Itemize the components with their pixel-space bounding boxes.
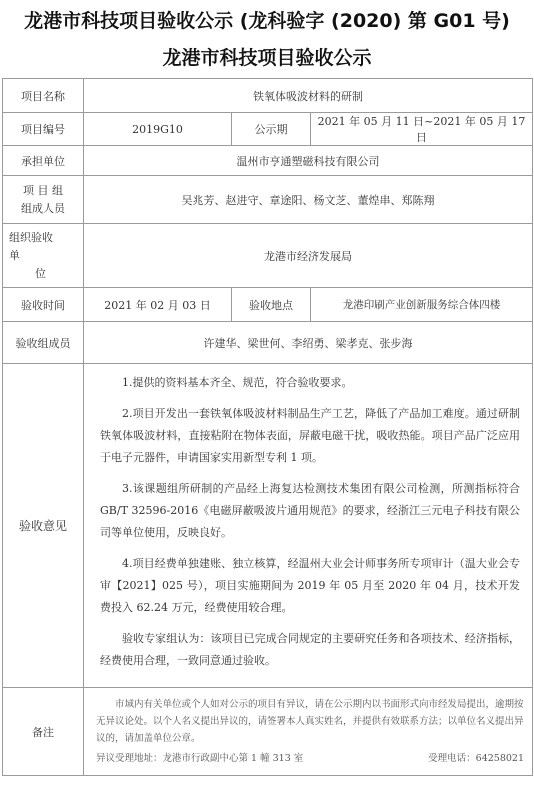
notice-title-line1: 龙港市科技项目验收公示 (龙科验字 (2020) 第 G01 号) — [24, 10, 510, 32]
opinion-paragraph-5: 验收专家组认为：该项目已完成合同规定的主要研究任务和各项技术、经济指标，经费使用合理，一致同意通过验收。 — [100, 632, 521, 667]
row-remark — [3, 688, 533, 776]
organizer-label-line3: 位 — [35, 266, 46, 280]
organizer-label-line2: 单 — [9, 248, 20, 262]
organizer-label-line1: 组织验收 — [9, 230, 53, 244]
panel-value: 许建华、梁世何、李绍勇、梁孝克、张步海 — [84, 322, 533, 364]
row-organizer — [3, 224, 533, 288]
project-no-value: 2019G10 — [84, 113, 232, 146]
opinion-paragraph-2: 2.项目开发出一套铁氧体吸波材料制品生产工艺，降低了产品加工难度。通过研制铁氧体吸波材料，直接粘附在物体表面，屏蔽电磁干扰，吸收热能。项目产品广泛应用于电子元器件，申请国家实用新型专利 1 项。 — [100, 407, 521, 464]
row-members — [3, 176, 533, 224]
members-label — [3, 176, 84, 224]
undertaker-label: 承担单位 — [3, 146, 84, 176]
remark-contact-line — [96, 749, 524, 769]
accept-time-value: 2021 年 02 月 03 日 — [84, 288, 232, 322]
members-label-line1: 项 目 组 — [23, 183, 63, 197]
project-name-value: 铁氧体吸波材料的研制 — [84, 79, 533, 113]
opinion-label: 验收意见 — [3, 364, 84, 688]
notice-period-label: 公示期 — [232, 113, 311, 146]
acceptance-table — [2, 78, 533, 776]
organizer-value: 龙港市经济发展局 — [84, 224, 533, 288]
remark-content — [84, 688, 533, 776]
row-panel — [3, 322, 533, 364]
row-project-no — [3, 113, 533, 146]
remark-phone: 受理电话：64258021 — [428, 753, 525, 764]
opinion-paragraph-1: 1.提供的资料基本齐全、规范，符合验收要求。 — [122, 376, 353, 389]
undertaker-value: 温州市亨通塑磁科技有限公司 — [84, 146, 533, 176]
project-no-label: 项目编号 — [3, 113, 84, 146]
remark-label: 备注 — [3, 688, 84, 776]
remark-text: 市域内有关单位或个人如对公示的项目有异议，请在公示期内以书面形式向市经发局提出，逾期按无异议论处。以个人名义提出异议的，请签署本人真实姓名，并提供有效联系方法；以单位名义提出异议的，请加盖单位公章。 — [96, 699, 524, 744]
row-undertaker — [3, 146, 533, 176]
opinion-paragraph-4: 4.项目经费单独建账、独立核算，经温州大业会计师事务所专项审计（温大业会专审【2021】025 号），项目实施期间为 2019 年 05 月至 2020 年 04 月，技术开发费投入 62.24 万元，经费使用较合理。 — [100, 557, 521, 614]
row-accept-time — [3, 288, 533, 322]
panel-label: 验收组成员 — [3, 322, 84, 364]
row-opinion — [3, 364, 533, 688]
opinion-content — [84, 364, 533, 688]
opinion-paragraph-3: 3.该课题组所研制的产品经上海复达检测技术集团有限公司检测，所测指标符合 GB/T 32596-2016《电磁屏蔽吸波片通用规范》的要求，经浙江三元电子科技有限公司等单位使用，反映良好。 — [100, 482, 521, 539]
notice-period-value: 2021 年 05 月 11 日~2021 年 05 月 17 日 — [311, 113, 533, 146]
accept-time-label: 验收时间 — [3, 288, 84, 322]
accept-place-value: 龙港印刷产业创新服务综合体四楼 — [311, 288, 533, 322]
members-label-line2: 组成人员 — [21, 201, 65, 215]
notice-title-line2: 龙港市科技项目验收公示 — [162, 47, 372, 69]
accept-place-label: 验收地点 — [232, 288, 311, 322]
remark-address: 异议受理地址：龙港市行政副中心第 1 幢 313 室 — [96, 753, 304, 764]
organizer-label — [3, 224, 84, 288]
members-value: 吴兆芳、赵进守、章途阳、杨文芝、董煌串、郑陈翔 — [84, 176, 533, 224]
row-project-name — [3, 79, 533, 113]
project-name-label: 项目名称 — [3, 79, 84, 113]
